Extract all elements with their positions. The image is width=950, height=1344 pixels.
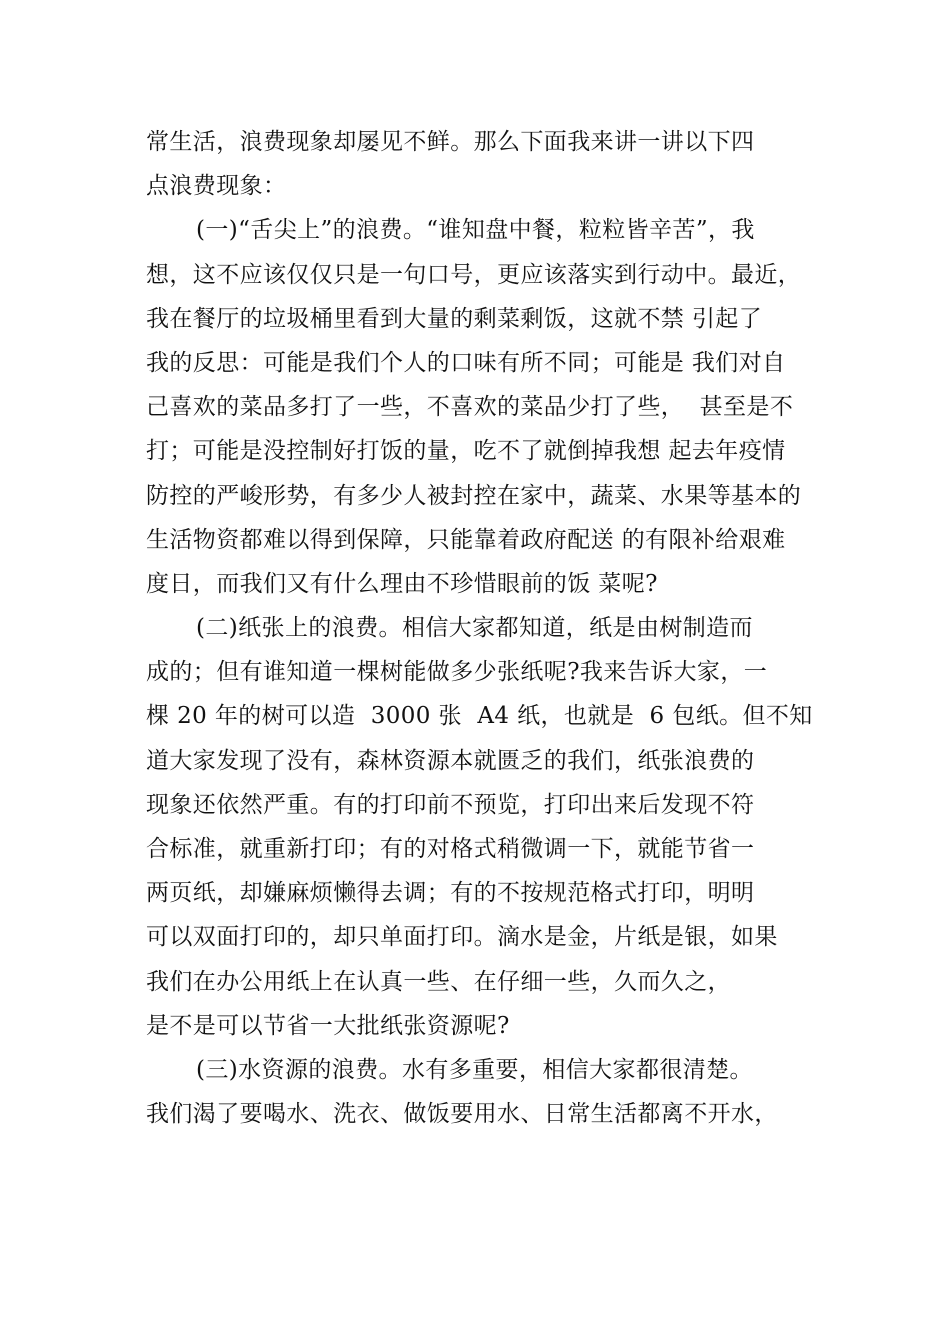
text-line: 道大家发现了没有，森林资源本就匮乏的我们，纸张浪费的 (146, 747, 755, 774)
text-line: 我的反思：可能是我们个人的口味有所不同；可能是 我们对自 (146, 349, 786, 376)
paragraph-heading-line: (一)“舌尖上”的浪费。“谁知盘中餐，粒粒皆辛苦”，我 (196, 217, 755, 244)
text-line: 度日，而我们又有什么理由不珍惜眼前的饭 菜呢? (146, 570, 658, 597)
text-line: 两页纸，却嫌麻烦懒得去调；有的不按规范格式打印，明明 (146, 880, 755, 907)
text-line: 己喜欢的菜品多打了一些，不喜欢的菜品少打了些， 甚至是不 (146, 394, 794, 421)
text-line: 我在餐厅的垃圾桶里看到大量的剩菜剩饭，这就不禁 引起了 (146, 305, 763, 332)
text-line: 防控的严峻形势，有多少人被封控在家中，蔬菜、水果等基本的 (146, 482, 802, 509)
text-line: 棵 20 年的树可以造 3000 张 A4 纸，也就是 6 包纸。但不知 (146, 703, 813, 730)
text-line: 点浪费现象： (146, 173, 287, 200)
text-line: 常生活，浪费现象却屡见不鲜。那么下面我来讲一讲以下四 (146, 129, 755, 155)
text-line: 成的；但有谁知道一棵树能做多少张纸呢?我来告诉大家，一 (146, 659, 768, 686)
paragraph-heading-line: (二)纸张上的浪费。相信大家都知道，纸是由树制造而 (196, 615, 753, 642)
text-line: 打；可能是没控制好打饭的量，吃不了就倒掉我想 起去年疫情 (146, 438, 786, 465)
paragraph-heading-line: (三)水资源的浪费。水有多重要，相信大家都很清楚。 (196, 1056, 753, 1083)
body-text (146, 120, 866, 1136)
text-line: 是不是可以节省一大批纸张资源呢? (146, 1012, 510, 1039)
text-line: 现象还依然严重。有的打印前不预览，打印出来后发现不符 (146, 791, 755, 818)
text-line: 想，这不应该仅仅只是一句口号，更应该落实到行动中。最近， (146, 261, 802, 288)
text-line: 我们在办公用纸上在认真一些、在仔细一些，久而久之， (146, 968, 731, 995)
text-line: 生活物资都难以得到保障，只能靠着政府配送 的有限补给艰难 (146, 526, 786, 553)
text-line: 我们渴了要喝水、洗衣、做饭要用水、日常生活都离不开水， (146, 1101, 778, 1128)
text-line: 可以双面打印的，却只单面打印。滴水是金，片纸是银，如果 (146, 924, 778, 951)
text-line: 合标准，就重新打印；有的对格式稍微调一下，就能节省一 (146, 836, 755, 862)
